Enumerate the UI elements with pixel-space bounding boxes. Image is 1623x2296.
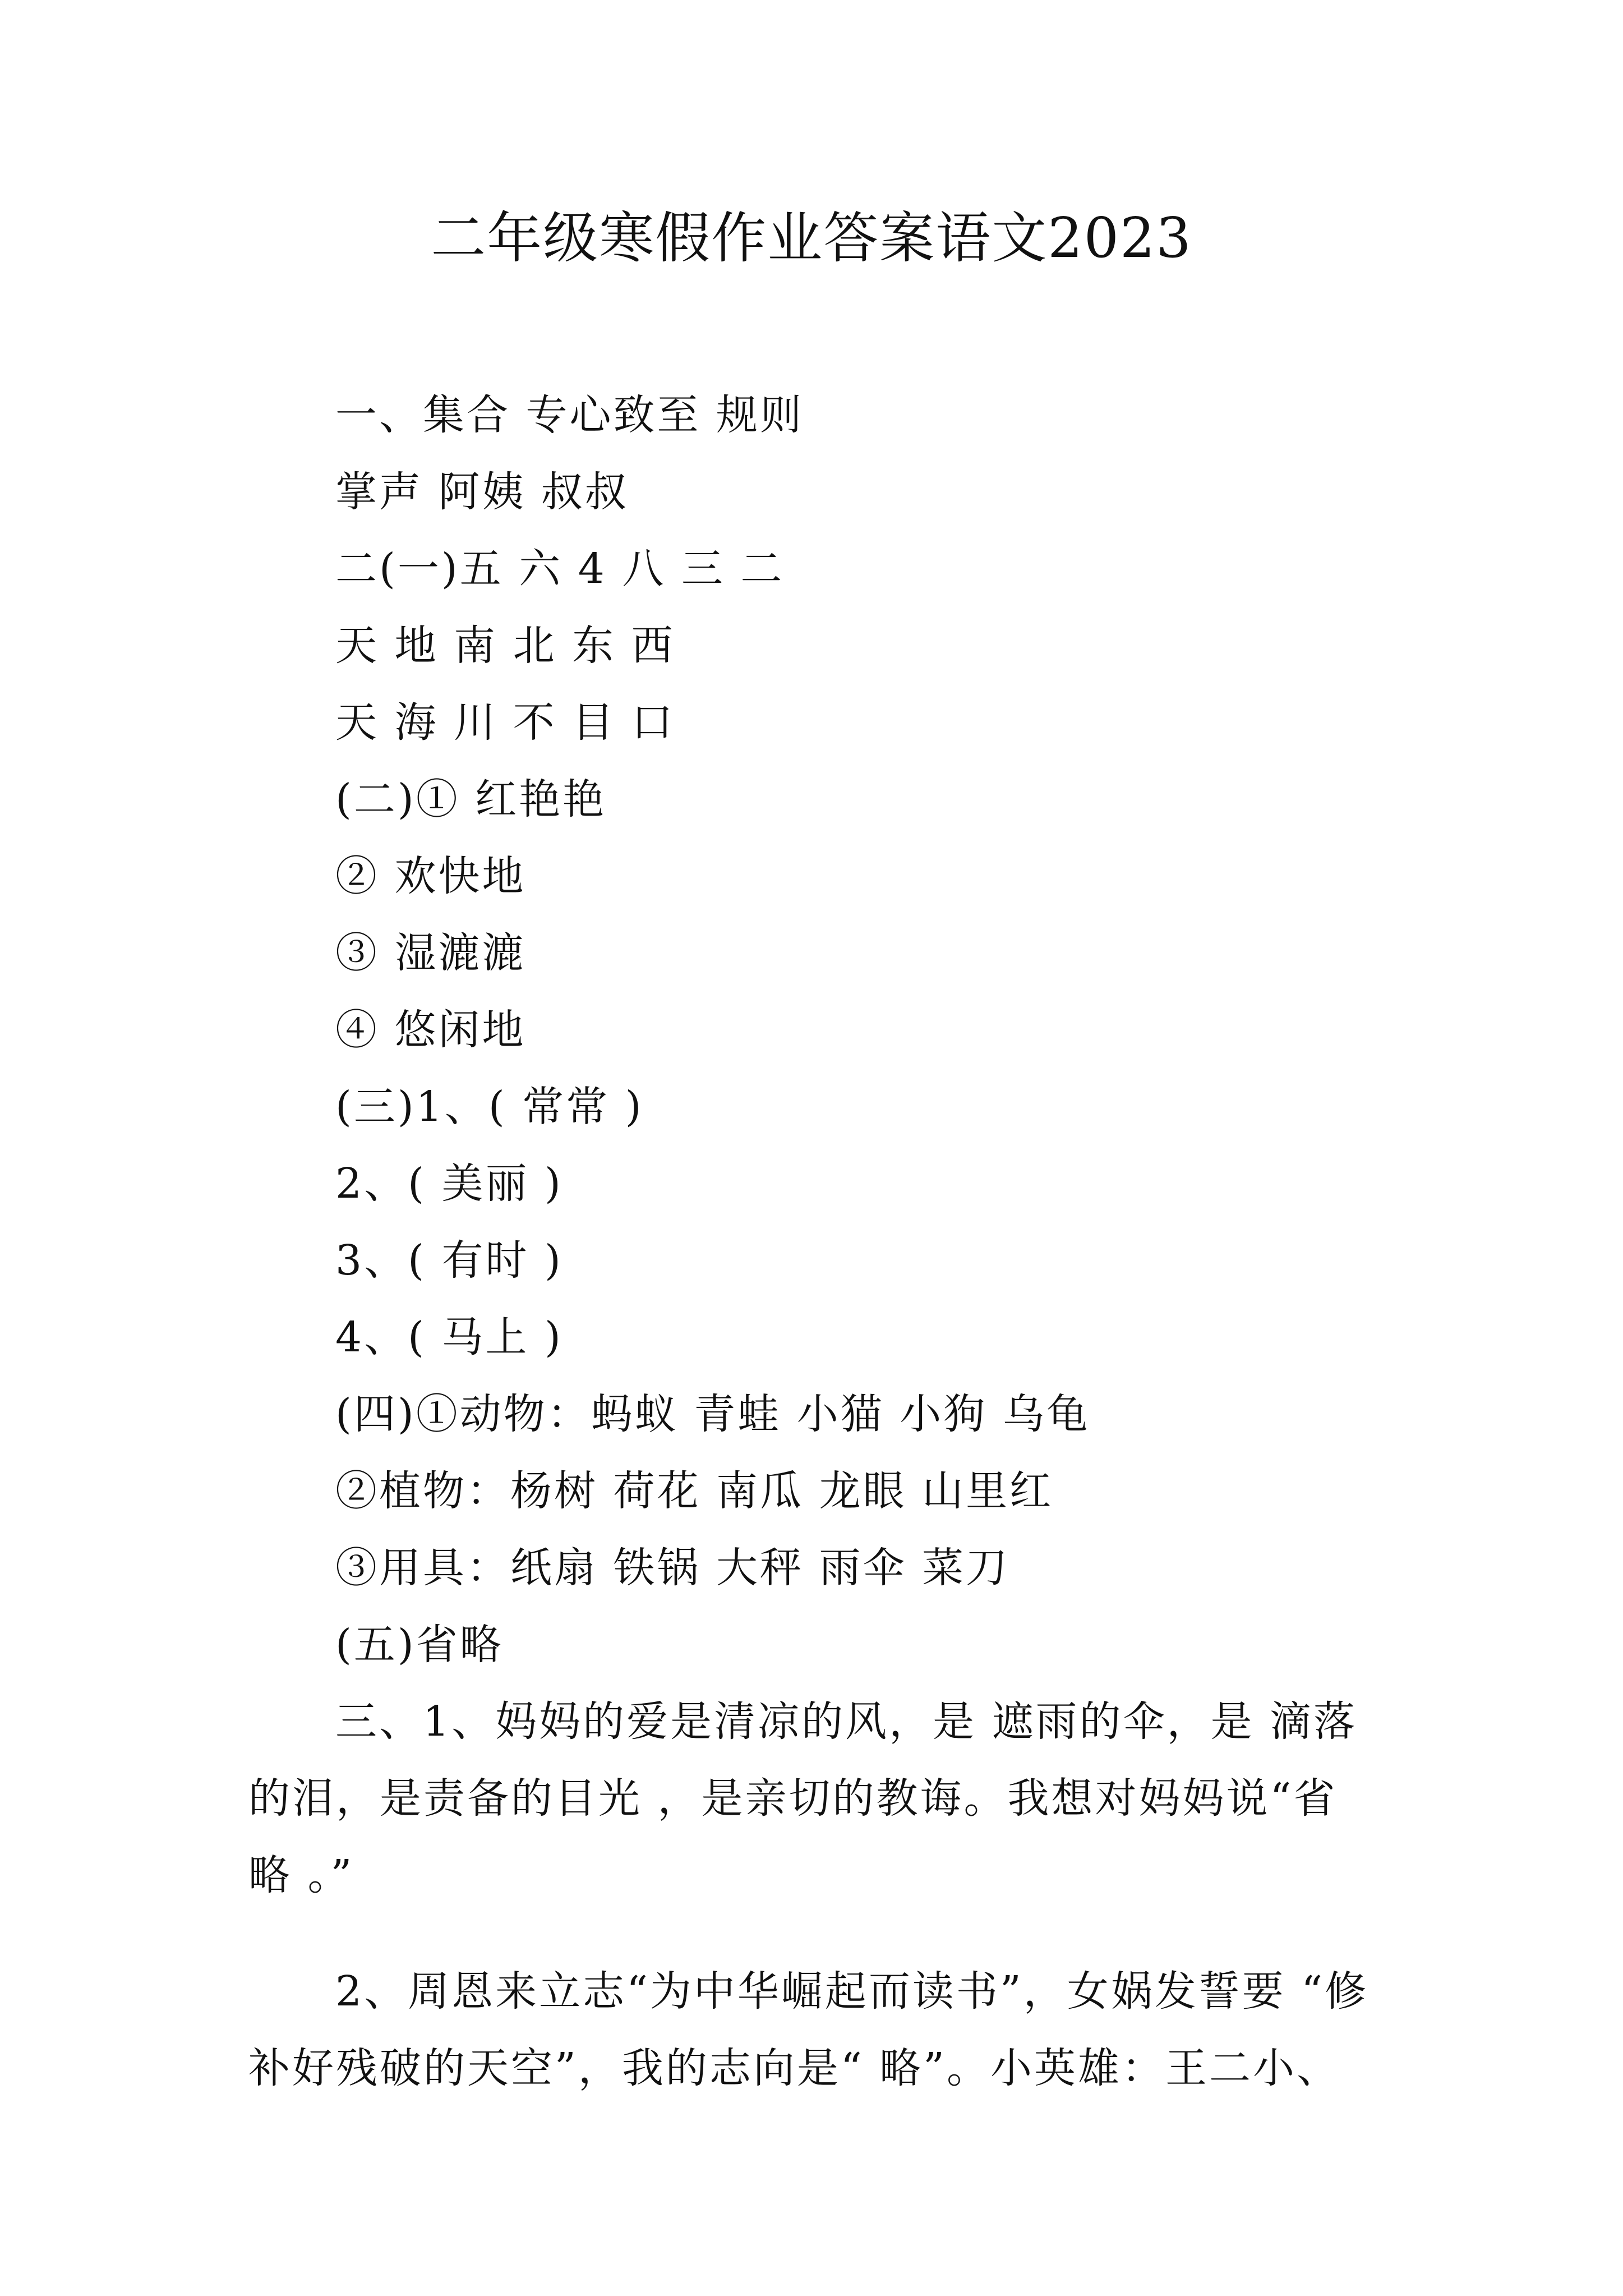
answer-line: (五)省略 [335,1621,504,1669]
paragraph-line: 略 。” [248,1851,354,1899]
answer-line: 4、( 马上 ) [335,1313,563,1361]
answer-line: ③ 湿漉漉 [335,929,526,977]
answer-line: 2、( 美丽 ) [335,1159,563,1208]
paragraph-line: 补好残破的天空”，我的志向是“ 略”。小英雄：王二小、 [248,2044,1341,2092]
answer-line: 天 海 川 不 目 口 [335,698,675,747]
paragraph-line: 的泪，是责备的目光 ，是亲切的教诲。我想对妈妈说“省 [248,1774,1338,1823]
answer-line: 掌声 阿姨 叔叔 [335,468,629,516]
answer-line: ④ 悠闲地 [335,1006,526,1054]
paragraph-line: 三、1、妈妈的爱是清凉的风，是 遮雨的伞，是 滴落 [335,1697,1358,1746]
paragraph-line: 2、周恩来立志“为中华崛起而读书”，女娲发誓要 “修 [335,1967,1369,2016]
answer-line: ② 欢快地 [335,852,526,900]
answer-line: (三)1、( 常常 ) [335,1083,644,1131]
answer-line: ③用具：纸扇 铁锅 大秤 雨伞 菜刀 [335,1544,1010,1592]
answer-line: 天 地 南 北 东 西 [335,622,675,670]
answer-line: 二(一)五 六 4 八 三 二 [335,545,785,593]
answer-line: (二)① 红艳艳 [335,775,607,823]
answer-line: (四)①动物：蚂蚁 青蛙 小猫 小狗 乌龟 [335,1390,1090,1438]
answer-line: 一、集合 专心致至 规则 [335,391,804,439]
answer-line: 3、( 有时 ) [335,1236,563,1285]
answer-line: ②植物：杨树 荷花 南瓜 龙眼 山里红 [335,1467,1054,1515]
document-title: 二年级寒假作业答案语文2023 [431,206,1192,270]
